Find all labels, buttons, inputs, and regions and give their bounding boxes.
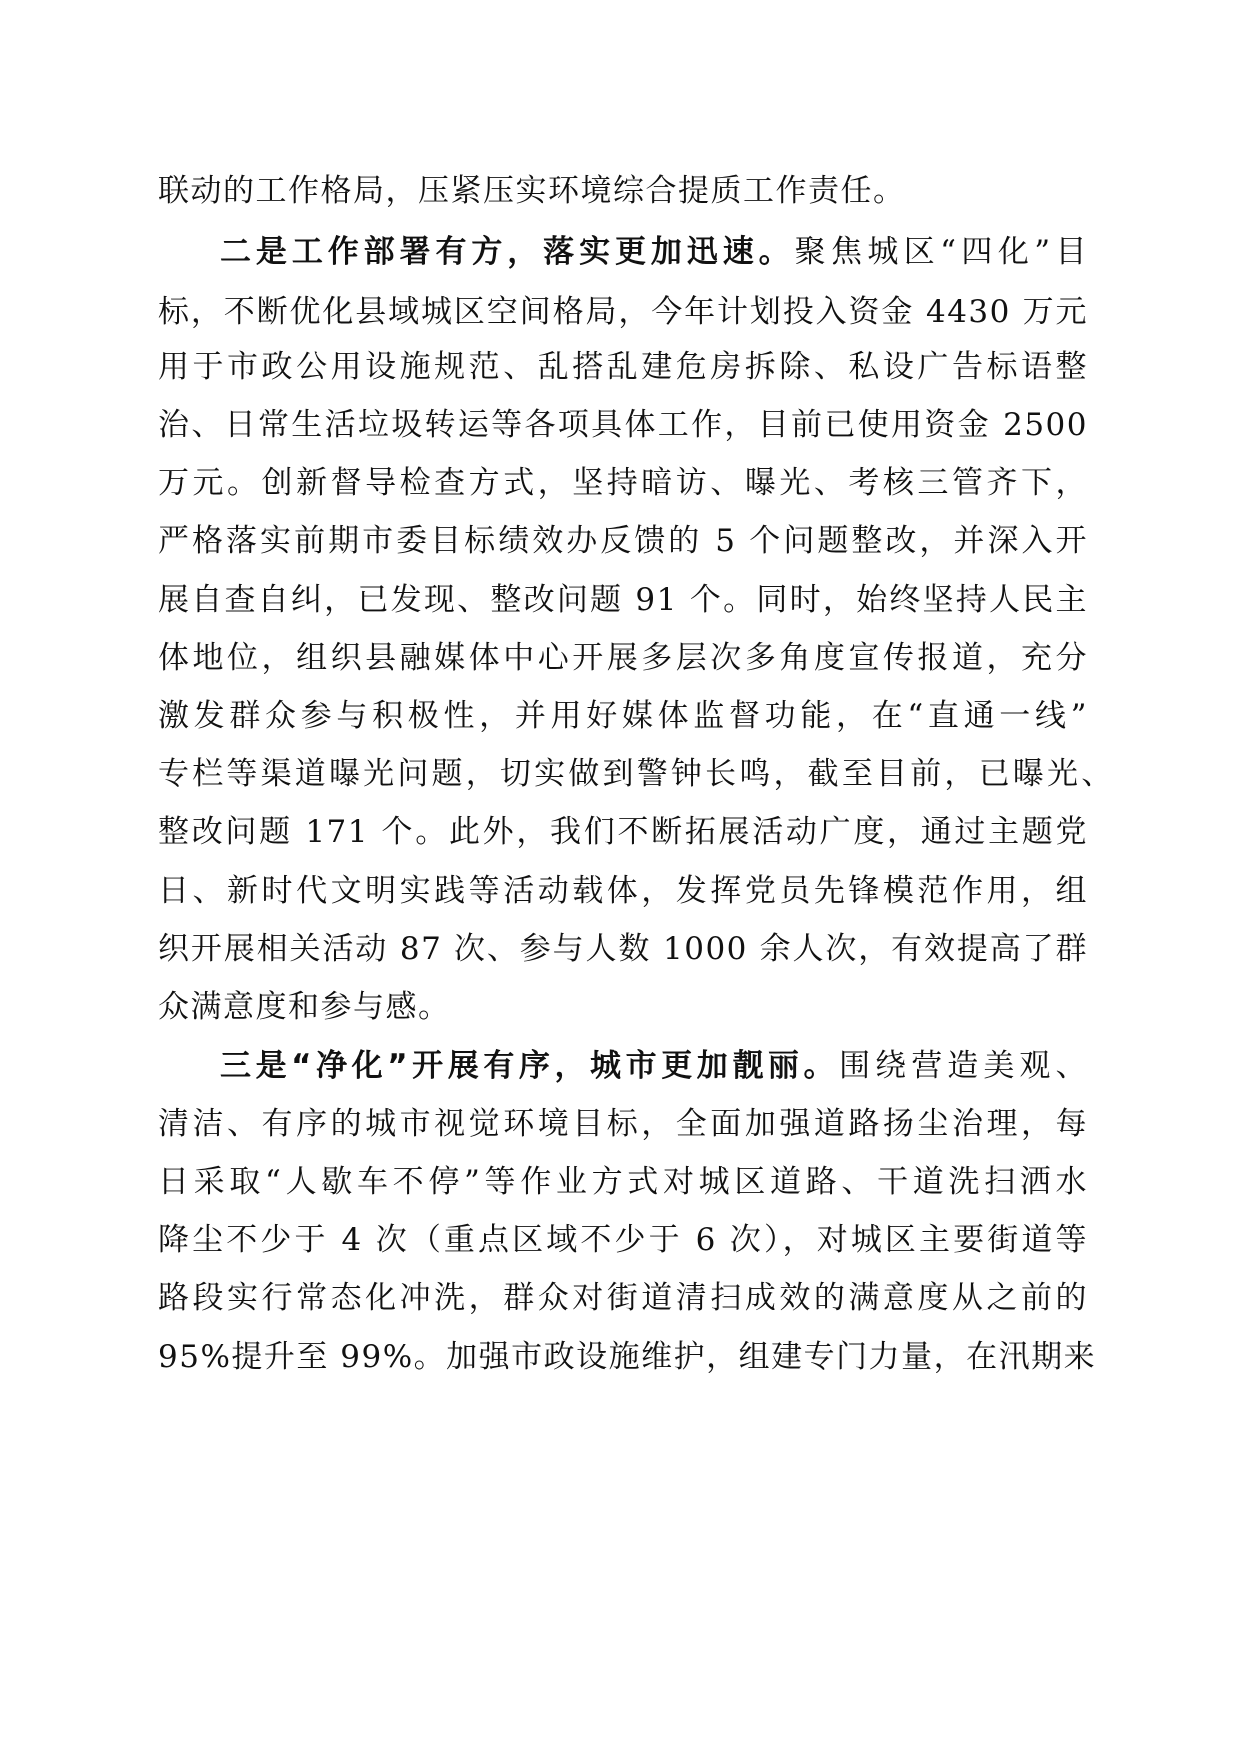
text-line-19: 降尘不少于 4 次（重点区域不少于 6 次），对城区主要街道等 (158, 1222, 1088, 1258)
text-line-13: 日、新时代文明实践等活动载体，发挥党员先锋模范作用，组 (158, 873, 1088, 909)
text-line-6: 万元。创新督导检查方式，坚持暗访、曝光、考核三管齐下， (158, 465, 1088, 501)
section-two-heading-line (220, 222, 1088, 282)
text-line-11: 专栏等渠道曝光问题，切实做到警钟长鸣，截至目前，已曝光、 (158, 756, 1113, 792)
text-line-7: 严格落实前期市委目标绩效办反馈的 5 个问题整改，并深入开 (158, 523, 1088, 559)
text-line-1: 联动的工作格局，压紧压实环境综合提质工作责任。 (158, 173, 906, 209)
text-line-17: 清洁、有序的城市视觉环境目标，全面加强道路扬尘治理，每 (158, 1106, 1088, 1142)
text-line-21: 95%提升至 99%。加强市政设施维护，组建专门力量，在汛期来 (158, 1339, 1097, 1375)
text-line-20: 路段实行常态化冲洗，群众对街道清扫成效的满意度从之前的 (158, 1280, 1088, 1316)
section-two-lead: 二是工作部署有方，落实更加迅速。 (220, 234, 795, 270)
section-three-lead: 三是“净化”开展有序，城市更加靓丽。 (220, 1048, 840, 1084)
text-line-8: 展自查自纠，已发现、整改问题 91 个。同时，始终坚持人民主 (158, 582, 1088, 618)
text-line-12: 整改问题 171 个。此外，我们不断拓展活动广度，通过主题党 (158, 814, 1088, 850)
text-line-15: 众满意度和参与感。 (158, 989, 451, 1025)
section-three-lead-rest: 围绕营造美观、 (839, 1048, 1088, 1084)
text-line-4: 用于市政公用设施规范、乱搭乱建危房拆除、私设广告标语整 (158, 349, 1088, 385)
text-line-14: 织开展相关活动 87 次、参与人数 1000 余人次，有效提高了群 (158, 931, 1088, 967)
text-line-5: 治、日常生活垃圾转运等各项具体工作，目前已使用资金 2500 (158, 407, 1088, 443)
text-line-9: 体地位，组织县融媒体中心开展多层次多角度宣传报道，充分 (158, 640, 1088, 676)
section-three-heading-line (220, 1036, 1088, 1096)
text-line-18: 日采取“人歇车不停”等作业方式对城区道路、干道洗扫洒水 (158, 1164, 1088, 1200)
text-line-10: 激发群众参与积极性，并用好媒体监督功能，在“直通一线” (158, 698, 1088, 734)
text-line-3: 标，不断优化县域城区空间格局，今年计划投入资金 4430 万元 (158, 294, 1088, 330)
section-two-lead-rest: 聚焦城区“四化”目 (794, 234, 1088, 270)
